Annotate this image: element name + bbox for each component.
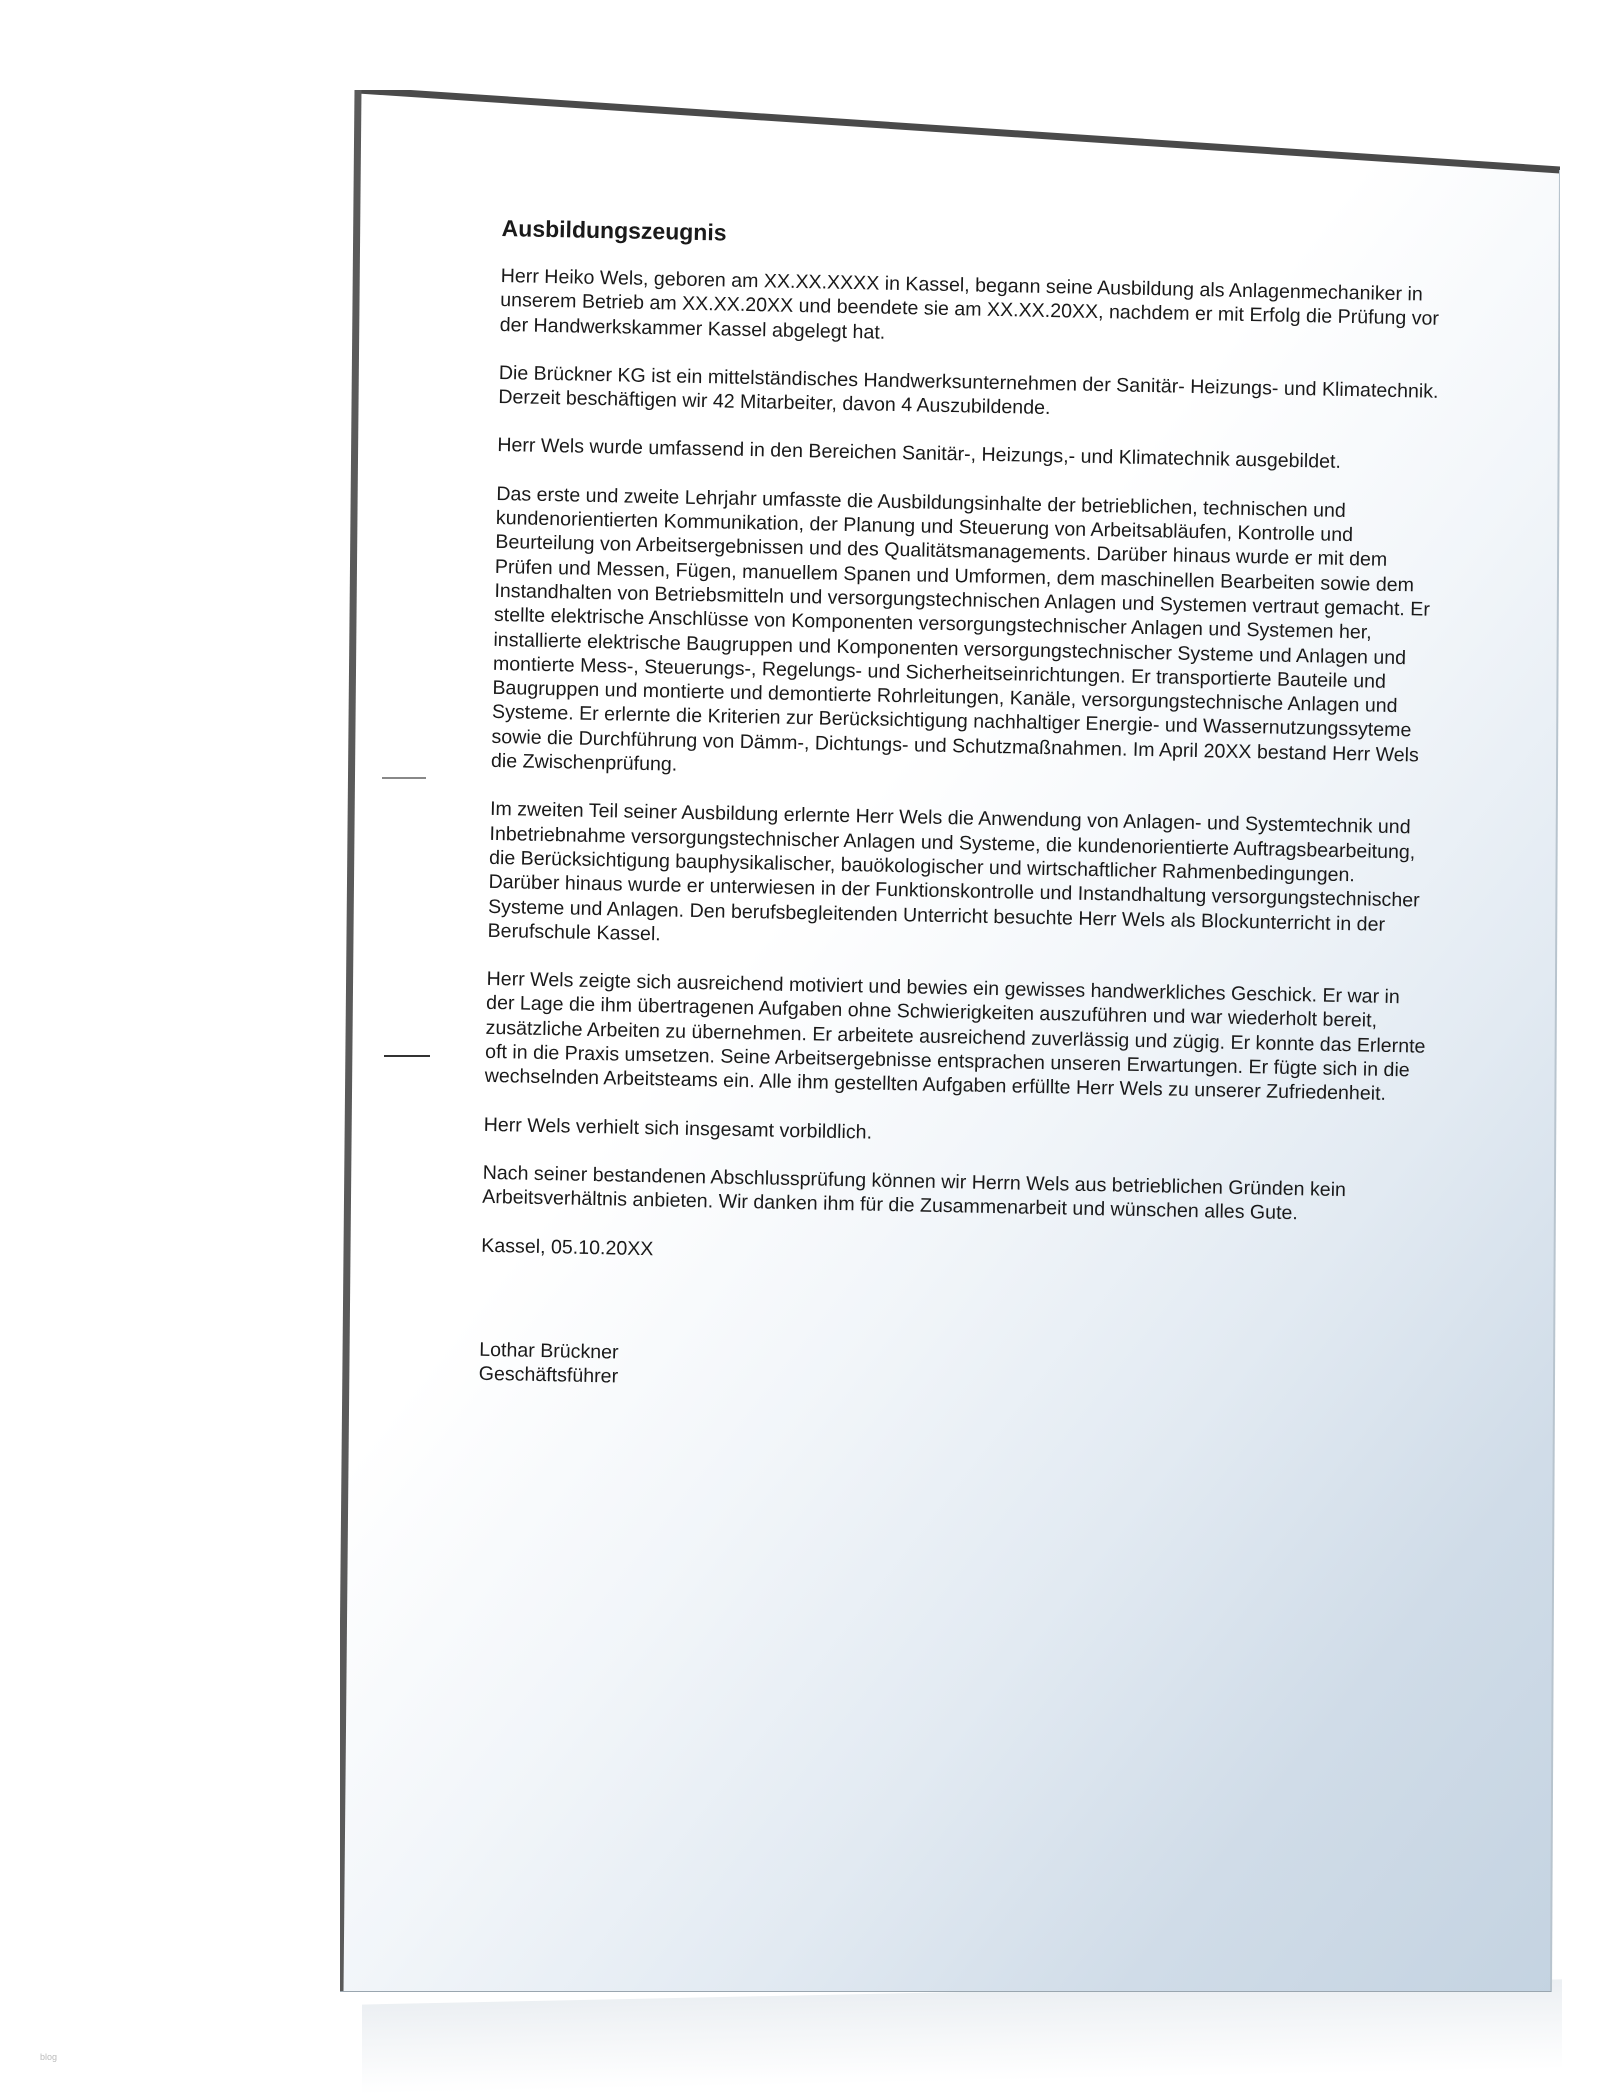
paragraph-first-years: Das erste und zweite Lehrjahr umfasste die Ausbildungsinhalte der betrieblichen, technischen und kundenorientierten Kommunikation, der Planung und Steuerung von Arbeitsabläufen, Kontrolle und Beurteilung von Arbeitsergebnissen und des Qualitätsmanagements. Darüber hinaus wurde er mit dem Prüfen und Messen, Fügen, manuellem Spanen und Umformen, dem maschinellen Bearbeiten sowie dem Instandhalten von Betriebsmitteln und versorgungstechnischen Anlagen und Systemen vertraut gemacht. Er stellte elektrische Anschlüsse von Komponenten versorgungstechnischer Anlagen und Systemen her, installierte elektrische Baugruppen und Komponenten versorgungstechnischer Systeme und Anlagen und montierte Mess-, Steuerungs-, Regelungs- und Sicherheitseinrichtungen. Er transportierte Bauteile und Baugruppen und montierte und demontierte Rohrleitungen, Kanäle, versorgungstechnische Anlagen und Systeme. Er erlernte die Kriterien zur Berücksichtigung nachhaltiger Energie- und Wassernutzungssyteme sowie die Durchführung von Dämm-, Dichtungs- und Schutzmaßnahmen. Im April 20XX bestand Herr Wels die Zwischenprüfung. <box>490 482 1431 776</box>
watermark-text: blog <box>40 2052 58 2062</box>
signer-name: Lothar Brückner <box>478 1338 619 1364</box>
page-reflection <box>362 1979 1562 2094</box>
paragraph-company: Die Brückner KG ist ein mittelständisches Handwerksunternehmen der Sanitär- Heizungs- und Klimatechnik. Derzeit beschäftigen wir 42 Mitarbeiter, davon 4 Auszubildende. <box>498 361 1439 420</box>
signer-role: Geschäftsführer <box>478 1362 619 1388</box>
paragraph-closing: Nach seiner bestandenen Abschlussprüfung können wir Herrn Wels aus betrieblichen Gründen kein Arbeitsverhältnis anbieten. Wir danken ihm für die Zusammenarbeit und wünschen alles Gute. <box>482 1161 1347 1225</box>
paragraph-conduct: Herr Wels verhielt sich insgesamt vorbildlich. <box>483 1113 873 1144</box>
paragraph-scope: Herr Wels wurde umfassend in den Bereichen Sanitär-, Heizungs,- und Klimatechnik ausgebildet. <box>497 434 1342 474</box>
place-date: Kassel, 05.10.20XX <box>481 1234 654 1260</box>
fold-mark-top <box>382 777 426 779</box>
document-title: Ausbildungszeugnis <box>501 214 727 246</box>
fold-mark-middle <box>384 1055 430 1057</box>
letter-content <box>478 214 1441 1405</box>
paragraph-second-part: Im zweiten Teil seiner Ausbildung erlernte Herr Wels die Anwendung von Anlagen- und Systemtechnik und Inbetriebnahme versorgungstechnischer Anlagen und Systeme, die kundenorientierte Auftragsbearbeitung, die Berücksichtigung bauphysikalischer, bauökologischer und wirtschaftlicher Rahmenbedingungen. Darüber hinaus wurde er unterwiesen in der Funktionskontrolle und Instandhaltung versorgungstechnischer Systeme und Anlagen. Den berufsbegleitenden Unterricht besuchte Herr Wels als Blockunterricht in der Berufschule Kassel. <box>487 798 1420 946</box>
paragraph-assessment: Herr Wels zeigte sich ausreichend motiviert und bewies ein gewisses handwerkliches Geschick. Er war in der Lage die ihm übertragenen Aufgaben ohne Schwierigkeiten auszuführen und war wiederholt bereit, zusätzliche Arbeiten zu übernehmen. Er arbeitete ausreichend zuverlässig und zügig. Er konnte das Erlernte oft in die Praxis umsetzen. Seine Arbeitsergebnisse entsprachen unseren Erwartungen. Er fügte sich in die wechselnden Arbeitsteams ein. Alle ihm gestellten Aufgaben erfüllte Herr Wels zu unserer Zufriedenheit. <box>484 967 1426 1106</box>
paragraph-intro: Herr Heiko Wels, geboren am XX.XX.XXXX in Kassel, begann seine Ausbildung als Anlagenmechaniker in unserem Betrieb am XX.XX.20XX und beendete sie am XX.XX.20XX, nachdem er mit Erfolg die Prüfung vor der Handwerkskammer Kassel abgelegt hat. <box>499 264 1440 344</box>
